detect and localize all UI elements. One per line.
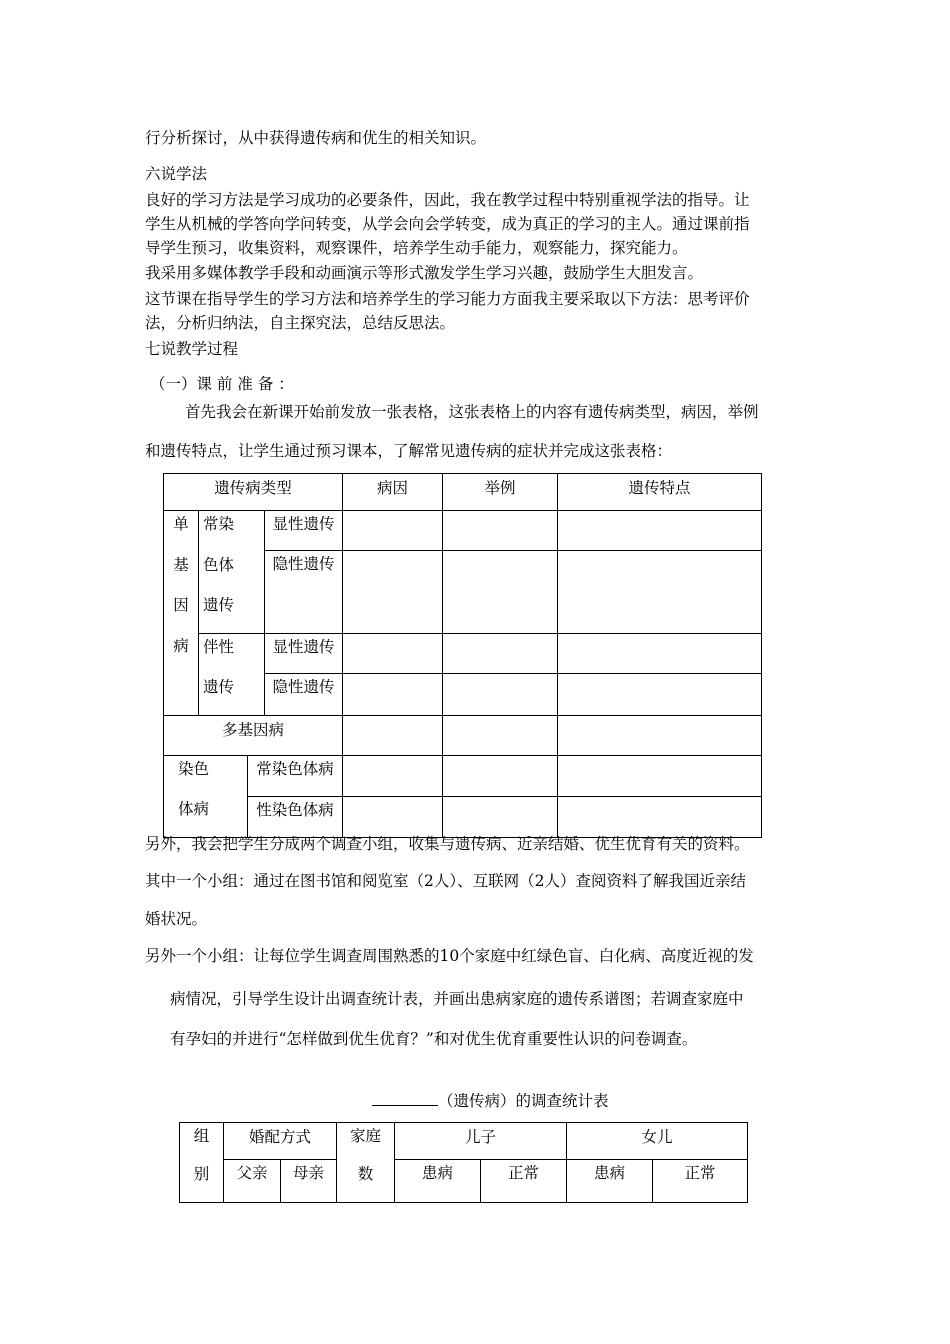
empty-cell [443, 797, 558, 837]
empty-cell [558, 633, 762, 673]
daughter-label: 女儿 [567, 1123, 748, 1160]
empty-cell [558, 551, 762, 633]
group-label: 组 别 [180, 1123, 224, 1203]
paragraph-line: 良好的学习方法是学习成功的必要条件，因此，我在教学过程中特别重视学法的指导。让 [145, 191, 750, 209]
empty-cell [343, 673, 443, 715]
empty-cell [343, 551, 443, 633]
empty-cell [443, 715, 558, 755]
paragraph-line: 法，分析归纳法，自主探究法，总结反思法。 [145, 314, 456, 332]
mother-label: 母亲 [281, 1160, 337, 1202]
empty-cell [343, 633, 443, 673]
subsection-heading: （一）课 前 准 备 ： [150, 375, 294, 393]
empty-cell [443, 633, 558, 673]
empty-cell [558, 715, 762, 755]
paragraph-line: 导学生预习，收集资料，观察课件，培养学生动手能力，观察能力，探究能力。 [145, 239, 688, 257]
paragraph-line: 另外一个小组：让每位学生调查周围熟悉的10个家庭中红绿色盲、白化病、高度近视的发 [145, 947, 754, 965]
empty-cell [443, 551, 558, 633]
son-label: 儿子 [395, 1123, 567, 1160]
paragraph-line: 病情况，引导学生设计出调查统计表，并画出患病家庭的遗传系谱图；若调查家庭中 [170, 990, 744, 1008]
dominant-label: 显性遗传 [265, 633, 343, 673]
empty-cell [343, 797, 443, 837]
empty-cell [558, 755, 762, 797]
paragraph-line: 另外，我会把学生分成两个调查小组，收集与遗传病、近亲结婚、优生优育有关的资料。 [145, 835, 750, 853]
table-caption: （遗传病）的调查统计表 [372, 1089, 609, 1111]
son-normal-label: 正常 [481, 1160, 567, 1202]
empty-cell [558, 797, 762, 837]
paragraph-line: 行分析探讨，从中获得遗传病和优生的相关知识。 [145, 129, 487, 147]
sex-chrom-label: 性染色体病 [248, 797, 343, 837]
father-label: 父亲 [224, 1160, 281, 1202]
son-sick-label: 患病 [395, 1160, 481, 1202]
header-example: 举例 [443, 474, 558, 511]
daughter-sick-label: 患病 [567, 1160, 653, 1202]
recessive-label: 隐性遗传 [265, 551, 343, 633]
paragraph-line: 和遗传特点，让学生通过预习课本，了解常见遗传病的症状并完成这张表格： [145, 442, 673, 460]
paragraph-line: 学生从机械的学答向学问转变，从学会向会学转变，成为真正的学习的主人。通过课前指 [145, 215, 750, 233]
chromosomal-label: 染色 体病 [164, 755, 248, 837]
empty-cell [343, 715, 443, 755]
sex-linked-label: 伴性 遗传 [199, 633, 265, 715]
paragraph-line: 首先我会在新课开始前发放一张表格，这张表格上的内容有遗传病类型，病因，举例 [185, 403, 759, 421]
empty-cell [443, 511, 558, 551]
fill-in-blank [372, 1091, 438, 1106]
header-features: 遗传特点 [558, 474, 762, 511]
section-heading-6: 六说学法 [145, 165, 208, 183]
disease-type-table [163, 473, 762, 838]
recessive-label: 隐性遗传 [265, 673, 343, 715]
empty-cell [443, 673, 558, 715]
single-gene-label: 单 基 因 病 [164, 511, 199, 716]
family-count-label: 家庭 数 [337, 1123, 395, 1203]
section-heading-7: 七说教学过程 [145, 340, 239, 358]
polygenic-label: 多基因病 [164, 715, 343, 755]
survey-table [179, 1122, 748, 1203]
header-type: 遗传病类型 [164, 474, 343, 511]
empty-cell [343, 755, 443, 797]
paragraph-line: 我采用多媒体教学手段和动画演示等形式激发学生学习兴趣，鼓励学生大胆发言。 [145, 264, 704, 282]
dominant-label: 显性遗传 [265, 511, 343, 551]
header-cause: 病因 [343, 474, 443, 511]
daughter-normal-label: 正常 [653, 1160, 748, 1202]
autosomal-label: 常染 色体 遗传 [199, 511, 265, 634]
empty-cell [443, 755, 558, 797]
marriage-label: 婚配方式 [224, 1123, 337, 1160]
autosomal-chrom-label: 常染色体病 [248, 755, 343, 797]
empty-cell [558, 673, 762, 715]
paragraph-line: 这节课在指导学生的学习方法和培养学生的学习能力方面我主要采取以下方法：思考评价 [145, 290, 750, 308]
paragraph-line: 有孕妇的并进行“怎样做到优生优育？”和对优生优育重要性认识的问卷调查。 [170, 1030, 698, 1048]
paragraph-line: 婚状况。 [145, 910, 208, 928]
empty-cell [558, 511, 762, 551]
paragraph-line: 其中一个小组：通过在图书馆和阅览室（2人）、互联网（2人）查阅资料了解我国近亲结 [145, 872, 746, 890]
empty-cell [343, 511, 443, 551]
